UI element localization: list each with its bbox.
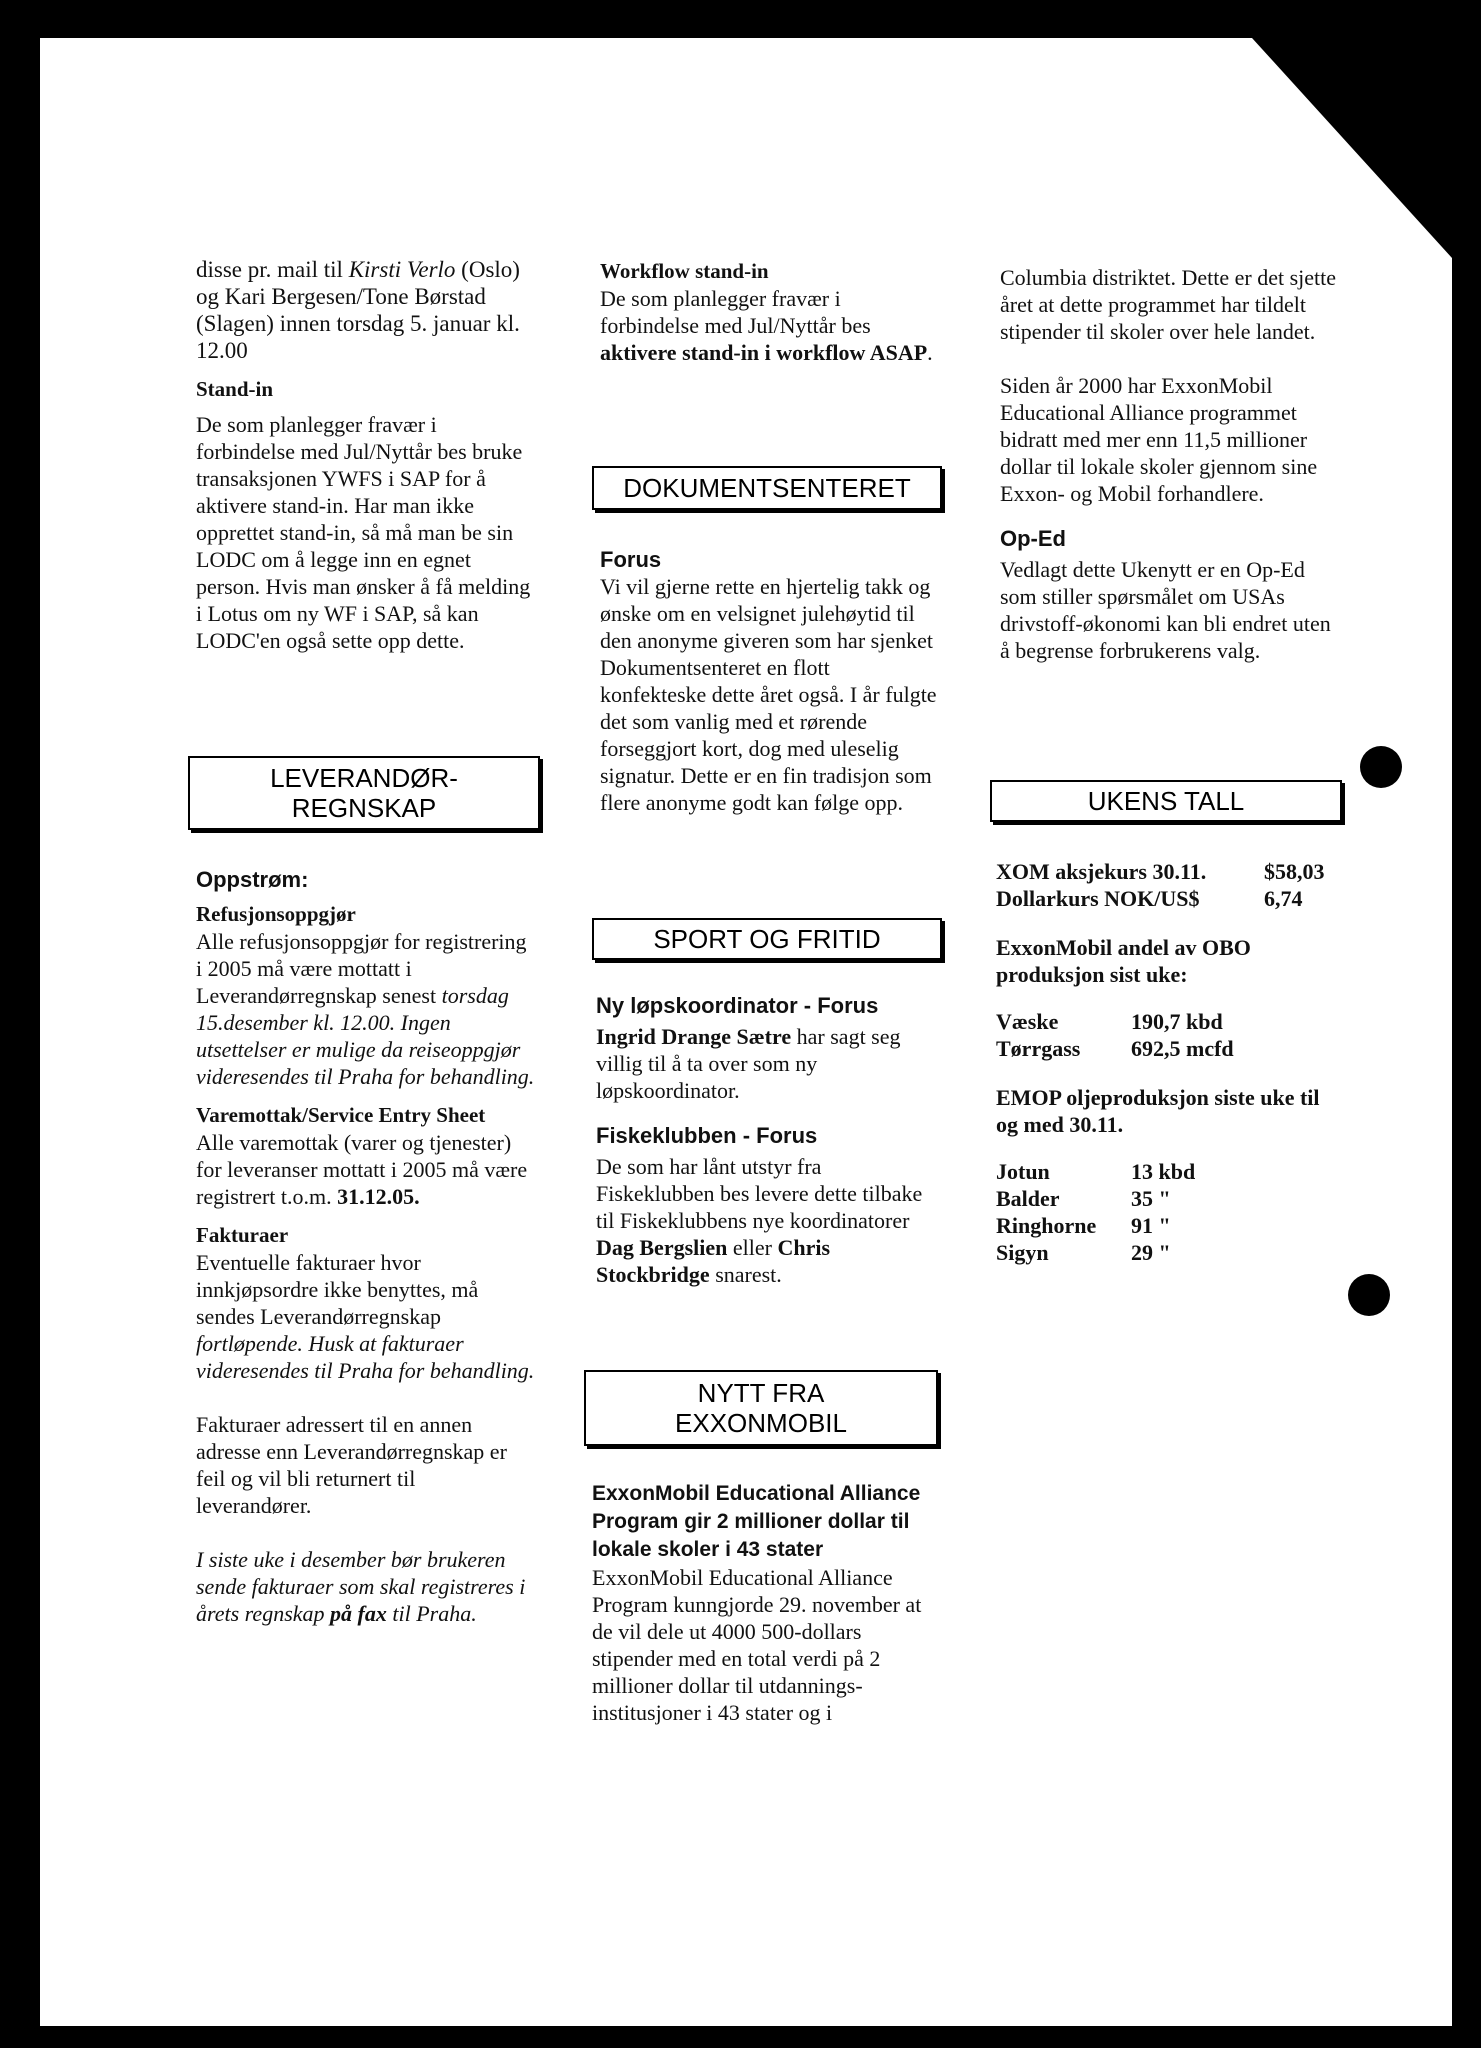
column-2-exxon	[592, 1480, 937, 1726]
oppstrom-heading: Oppstrøm:	[196, 867, 309, 892]
faktura-note: fortløpende. Husk at fakturaer videresendes til Praha for behandling.	[196, 1331, 535, 1383]
faktura-december-text: I siste uke i desember bør brukeren sende fakturaer som skal registreres i årets regnskap	[196, 1547, 526, 1626]
emop-row-label: Jotun	[996, 1159, 1050, 1184]
workflow-end: .	[927, 340, 933, 365]
emop-row-value: 29 "	[1131, 1240, 1171, 1265]
column-2-sport	[596, 992, 941, 1288]
faktura-heading: Fakturaer	[196, 1223, 289, 1247]
faktura-december-end: til Praha.	[386, 1601, 477, 1626]
emop-row	[996, 1239, 1341, 1266]
emop-row-label: Ringhorne	[996, 1213, 1097, 1238]
intro-text-1: disse pr. mail til	[196, 257, 349, 282]
faktura-text: Eventuelle fakturaer hvor innkjøpsordre ikke benyttes, må sendes Leverandørregnskap	[196, 1250, 479, 1329]
emop-row	[996, 1212, 1341, 1239]
emop-row-value: 35 "	[1131, 1186, 1171, 1211]
standin-body: De som planlegger fravær i forbindelse med Jul/Nyttår bes bruke transaksjonen YWFS i SAP for å aktivere stand-in. Har man ikke opprettet stand-in, så må man be sin LODC om å legge inn en egnet person. Hvis man ønsker å få melding i Lotus om ny WF i SAP, så kan LODC'en også sette opp dette.	[196, 412, 531, 653]
section-box-sport	[592, 918, 942, 960]
obo-row-value: 190,7 kbd	[1131, 1009, 1223, 1034]
fiskeklubben-mid: eller	[727, 1235, 778, 1260]
faktura-body	[196, 1249, 536, 1384]
column-1	[196, 256, 536, 654]
xom-value: $58,03	[1264, 859, 1325, 884]
section-box-leverandor	[188, 756, 540, 830]
obo-heading: ExxonMobil andel av OBO produksjon sist uke:	[996, 935, 1251, 987]
lopskoordinator-body	[596, 1023, 941, 1104]
oped-heading: Op-Ed	[1000, 526, 1066, 551]
lopskoordinator-heading: Ny løpskoordinator - Forus	[596, 993, 879, 1018]
oped-body: Vedlagt dette Ukenytt er en Op-Ed som stiller spørsmålet om USAs drivstoff-økonomi kan bli endret uten å begrense forbrukerens valg.	[1000, 557, 1331, 663]
punch-hole-upper	[1360, 746, 1402, 788]
columbia-paragraph: Columbia distriktet. Dette er det sjette året at dette programmet har tildelt stipender til skoler over hele landet.	[1000, 265, 1337, 344]
emop-row-label: Sigyn	[996, 1240, 1049, 1265]
punch-hole-lower	[1348, 1274, 1390, 1316]
section-title-nytt-line1: NYTT FRA	[697, 1378, 825, 1408]
dollar-label: Dollarkurs NOK/US$	[996, 886, 1200, 911]
faktura-december-note	[196, 1546, 536, 1627]
section-box-dokumentsenteret	[592, 466, 942, 510]
dollar-row	[996, 885, 1341, 912]
fiskeklubben-body	[596, 1153, 941, 1288]
varemottak-heading: Varemottak/Service Entry Sheet	[196, 1103, 486, 1127]
obo-row	[996, 1035, 1341, 1062]
section-title-dokumentsenteret: DOKUMENTSENTERET	[623, 473, 911, 503]
refusjon-deadline: torsdag 15.desember kl. 12.00. Ingen utsettelser er mulige da reiseoppgjør videresendes til Praha for behandling.	[196, 983, 535, 1089]
fiskeklubben-name-1: Dag Bergslien	[596, 1235, 728, 1260]
refusjon-heading: Refusjonsoppgjør	[196, 902, 356, 926]
lopskoordinator-name: Ingrid Drange Sætre	[596, 1024, 792, 1049]
column-2	[600, 258, 940, 366]
refusjon-body	[196, 928, 536, 1090]
exxon-article-body: ExxonMobil Educational Alliance Program kunngjorde 29. november at de vil dele ut 4000 500-dollars stipender med en total verdi på 2 millioner dollar til utdannings-institusjoner i 43 stater og i	[592, 1565, 922, 1725]
siden-paragraph: Siden år 2000 har ExxonMobil Educational Alliance programmet bidratt med mer enn 11,5 millioner dollar til lokale skoler gjennom sine Exxon- og Mobil forhandlere.	[1000, 373, 1318, 506]
workflow-emphasis: aktivere stand-in i workflow ASAP	[600, 340, 928, 365]
emop-row-label: Balder	[996, 1186, 1060, 1211]
section-title-sport: SPORT OG FRITID	[653, 924, 881, 954]
fiskeklubben-heading: Fiskeklubben - Forus	[596, 1123, 818, 1148]
column-3-figures	[996, 858, 1341, 1266]
intro-contact-name: Kirsti Verlo	[348, 257, 456, 282]
obo-row-label: Væske	[996, 1009, 1059, 1034]
refusjon-text: Alle refusjonsoppgjør for registrering i 2005 må være mottatt i Leverandørregnskap senest	[196, 929, 527, 1008]
dollar-value: 6,74	[1264, 886, 1303, 911]
emop-row	[996, 1185, 1341, 1212]
emop-row	[996, 1158, 1341, 1185]
section-title-nytt-line2: EXXONMOBIL	[675, 1408, 847, 1438]
column-2-forus	[600, 546, 940, 816]
xom-row	[996, 858, 1341, 885]
varemottak-date: 31.12.05.	[337, 1184, 420, 1209]
lopskoordinator-text: har sagt seg villig til å ta over som ny løpskoordinator.	[596, 1024, 901, 1103]
column-3	[1000, 264, 1340, 664]
fiskeklubben-text: De som har lånt utstyr fra Fiskeklubben bes levere dette tilbake til Fiskeklubbens nye koordinatorer	[596, 1154, 923, 1233]
varemottak-text: Alle varemottak (varer og tjenester) for leveranser mottatt i 2005 må være registrert t.o.m.	[196, 1130, 528, 1209]
xom-label: XOM aksjekurs 30.11.	[996, 859, 1207, 884]
workflow-text: De som planlegger fravær i forbindelse med Jul/Nyttår bes	[600, 286, 871, 338]
section-title-line2: REGNSKAP	[291, 793, 437, 823]
emop-row-value: 13 kbd	[1131, 1159, 1196, 1184]
intro-text-2: (Oslo) og Kari Bergesen/Tone Børstad (Slagen) innen torsdag 5. januar kl. 12.00	[196, 257, 520, 363]
exxon-article-heading: ExxonMobil Educational Alliance Program gir 2 millioner dollar til lokale skoler i 43 stater	[592, 1482, 921, 1561]
workflow-heading: Workflow stand-in	[600, 259, 769, 283]
faktura-fax: på fax	[330, 1601, 387, 1626]
emop-row-value: 91 "	[1131, 1213, 1171, 1238]
obo-row-label: Tørrgass	[996, 1036, 1081, 1061]
intro-paragraph	[196, 256, 536, 364]
section-box-ukens-tall	[990, 780, 1342, 822]
emop-heading: EMOP oljeproduksjon siste uke til og med 30.11.	[996, 1085, 1320, 1137]
column-1-lower	[196, 866, 536, 1627]
fiskeklubben-end: snarest.	[709, 1262, 782, 1287]
section-title-ukens-tall: UKENS TALL	[1087, 786, 1245, 816]
workflow-body	[600, 285, 940, 366]
standin-heading: Stand-in	[196, 377, 274, 401]
forus-body: Vi vil gjerne rette en hjertelig takk og ønske om en velsignet julehøytid til den anonyme giveren som har sjenket Dokumentsenteret en flott konfekteske dette året også. I år fulgte det som vanlig med et rørende forseggjort kort, dog med uleselig signatur. Dette er en fin tradisjon som flere anonyme godt kan følge opp.	[600, 574, 937, 815]
section-title-line1: LEVERANDØR-	[270, 763, 458, 793]
varemottak-body	[196, 1129, 536, 1210]
obo-row-value: 692,5 mcfd	[1131, 1036, 1234, 1061]
forus-heading: Forus	[600, 547, 662, 572]
obo-row	[996, 1008, 1341, 1035]
fiskeklubben-name-2: Chris Stockbridge	[596, 1235, 831, 1287]
faktura-address-note: Fakturaer adressert til en annen adresse enn Leverandørregnskap er feil og vil bli returnert til leverandører.	[196, 1412, 507, 1518]
section-box-nytt-fra-exxonmobil	[584, 1370, 938, 1446]
